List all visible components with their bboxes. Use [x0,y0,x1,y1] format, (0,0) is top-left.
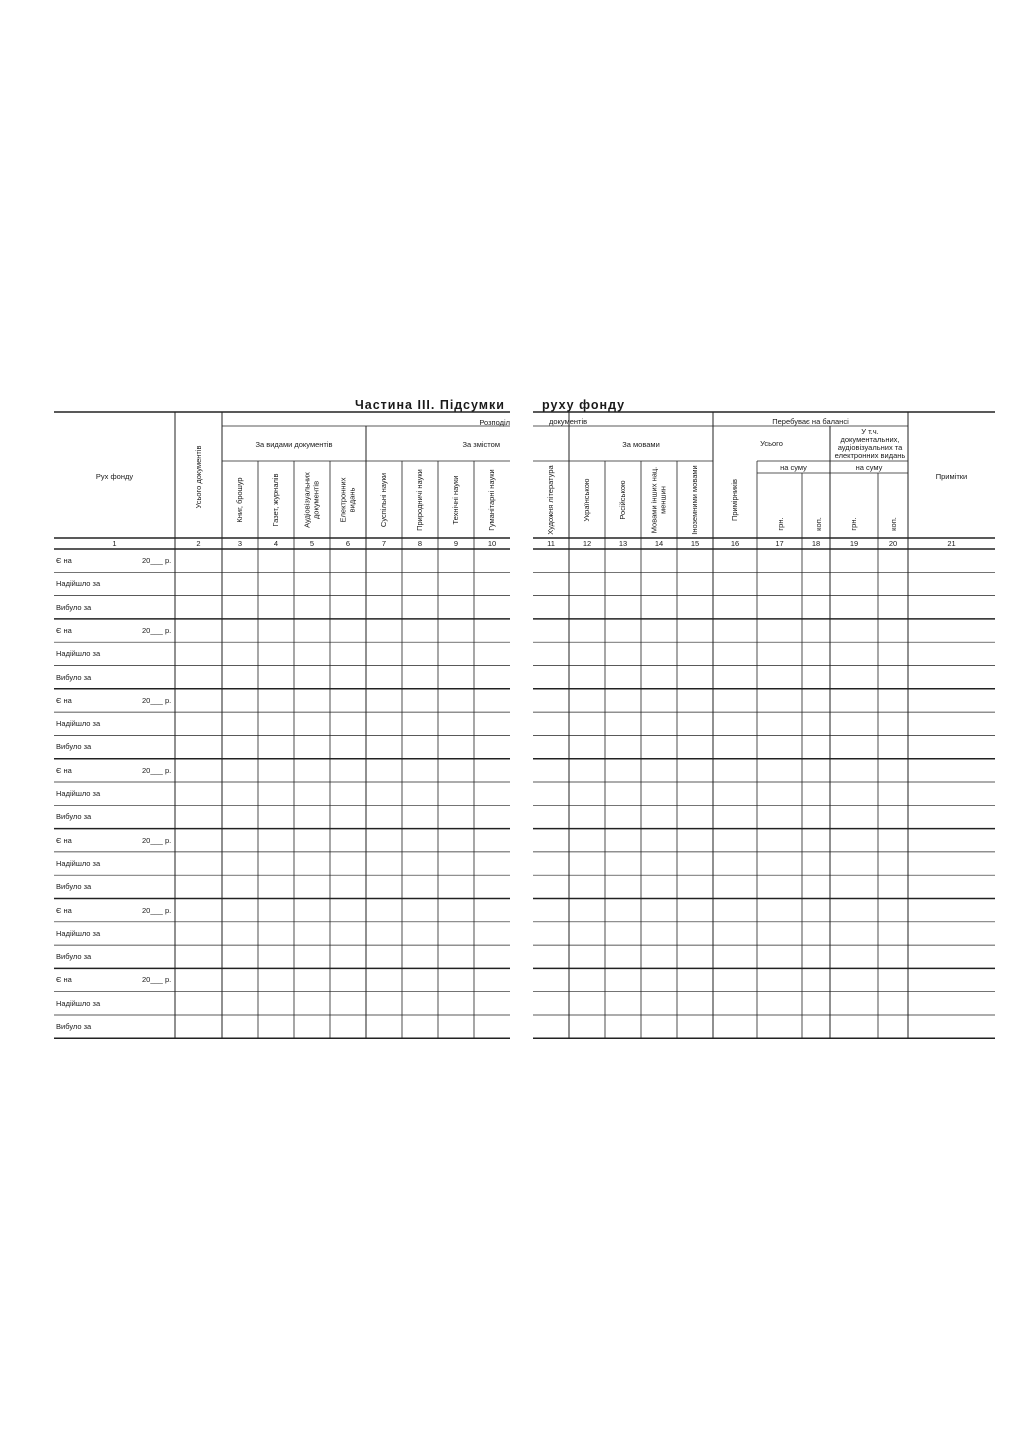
left-col-number: 10 [487,539,497,548]
header-pereb-na-balansi: Перебуває на балансі [772,416,849,426]
right-col-number: 11 [547,539,555,548]
header-za-vydamy: За видами документів [255,439,333,449]
row-label: Вибуло за [56,1022,92,1031]
left-col-number: 8 [417,539,423,548]
row-label: Вибуло за [56,812,92,822]
right-page [520,0,1035,1440]
header-col-6: Електронних видань [338,477,356,523]
header-rozpodil: Розподіл [479,417,510,427]
header-na-sumu-1: на суму [780,462,807,472]
row-label: Надійшло за [56,928,101,938]
right-col-number: 16 [730,539,740,548]
row-label: Надійшло за [56,789,101,798]
header-col-14: Мовами інших нац. меншин [649,466,667,534]
header-usogo: Усього [760,438,783,448]
header-hrn-1: грн. [775,517,785,531]
header-col-4: Газет, журналів [270,473,280,527]
header-col-9: Технічні науки [450,475,460,525]
row-label: Надійшло за [56,649,101,659]
row-label: Надійшло за [56,998,101,1008]
header-col-15: Іноземними мовами [689,465,699,535]
left-col-number: 6 [345,539,351,548]
left-col-number: 2 [196,539,201,548]
right-col-number: 18 [811,539,821,548]
header-col-13: Російською [617,480,627,520]
row-label: Надійшло за [56,858,101,868]
header-col-10: Гуманітарні науки [486,469,496,531]
header-col-8: Природничі науки [414,469,424,531]
left-col-number: 1 [112,539,117,548]
row-label: Є на [56,556,72,565]
row-label: Надійшло за [56,719,101,729]
header-dokumentiv: документів [549,416,588,426]
header-u-t-ch: У т.ч. документальних, аудіовізуальних та електронних видань [834,427,906,460]
right-col-number: 17 [775,539,784,548]
row-label: Є на [56,695,72,705]
row-label: Є на [56,835,72,845]
header-za-movamy: За мовами [622,439,660,449]
left-col-number: 4 [273,539,279,548]
row-label: Вибуло за [56,742,92,752]
page-title-right: руху фонду [542,398,626,412]
row-label: Є на [56,625,72,635]
header-kop-2: коп. [888,517,898,531]
header-col-16: Примірників [729,479,739,522]
header-kop-1: коп. [813,517,823,531]
left-col-number: 7 [381,539,387,548]
header-col-7: Суспільні науки [378,472,388,528]
row-year: 20___ р. [142,905,172,915]
header-na-sumu-2: на суму [855,462,883,472]
row-label: Є на [56,905,72,915]
header-col-3: Книг, брошур [234,477,244,523]
page-title-left: Частина III. Підсумки [355,398,505,412]
right-col-number: 21 [947,539,956,548]
right-col-number: 15 [690,539,700,548]
row-year: 20___ р. [142,835,172,845]
row-year: 20___ р. [142,975,172,985]
row-label: Є на [56,765,72,775]
header-rukh-fondu: Рух фонду [95,471,134,481]
row-year: 20___ р. [142,556,172,565]
header-usogo-dokumentiv: Усього документів [193,445,203,509]
row-label: Вибуло за [56,952,92,962]
right-table-grid [520,0,1035,1440]
right-col-number: 14 [654,539,664,548]
right-col-number: 19 [849,539,859,548]
row-label: Вибуло за [56,602,92,612]
header-prymitky: Примітки [935,471,968,481]
header-col-5: Аудіовізуальних документів [302,472,320,528]
row-year: 20___ р. [142,695,172,705]
left-col-number: 5 [309,539,315,548]
right-col-number: 13 [618,539,628,548]
row-label: Вибуло за [56,672,92,682]
right-col-number: 20 [888,539,898,548]
row-label: Є на [56,975,72,985]
left-col-number: 3 [237,539,243,548]
header-hrn-2: грн. [848,517,858,531]
row-year: 20___ р. [142,765,172,775]
row-year: 20___ р. [142,625,172,635]
header-col-12: Українською [581,478,591,522]
right-col-number: 12 [582,539,592,548]
header-za-zmistom: За змістом [462,439,500,449]
row-label: Вибуло за [56,882,92,892]
left-col-number: 9 [453,539,459,548]
header-col-11: Художня література [545,465,555,535]
row-label: Надійшло за [56,579,101,589]
